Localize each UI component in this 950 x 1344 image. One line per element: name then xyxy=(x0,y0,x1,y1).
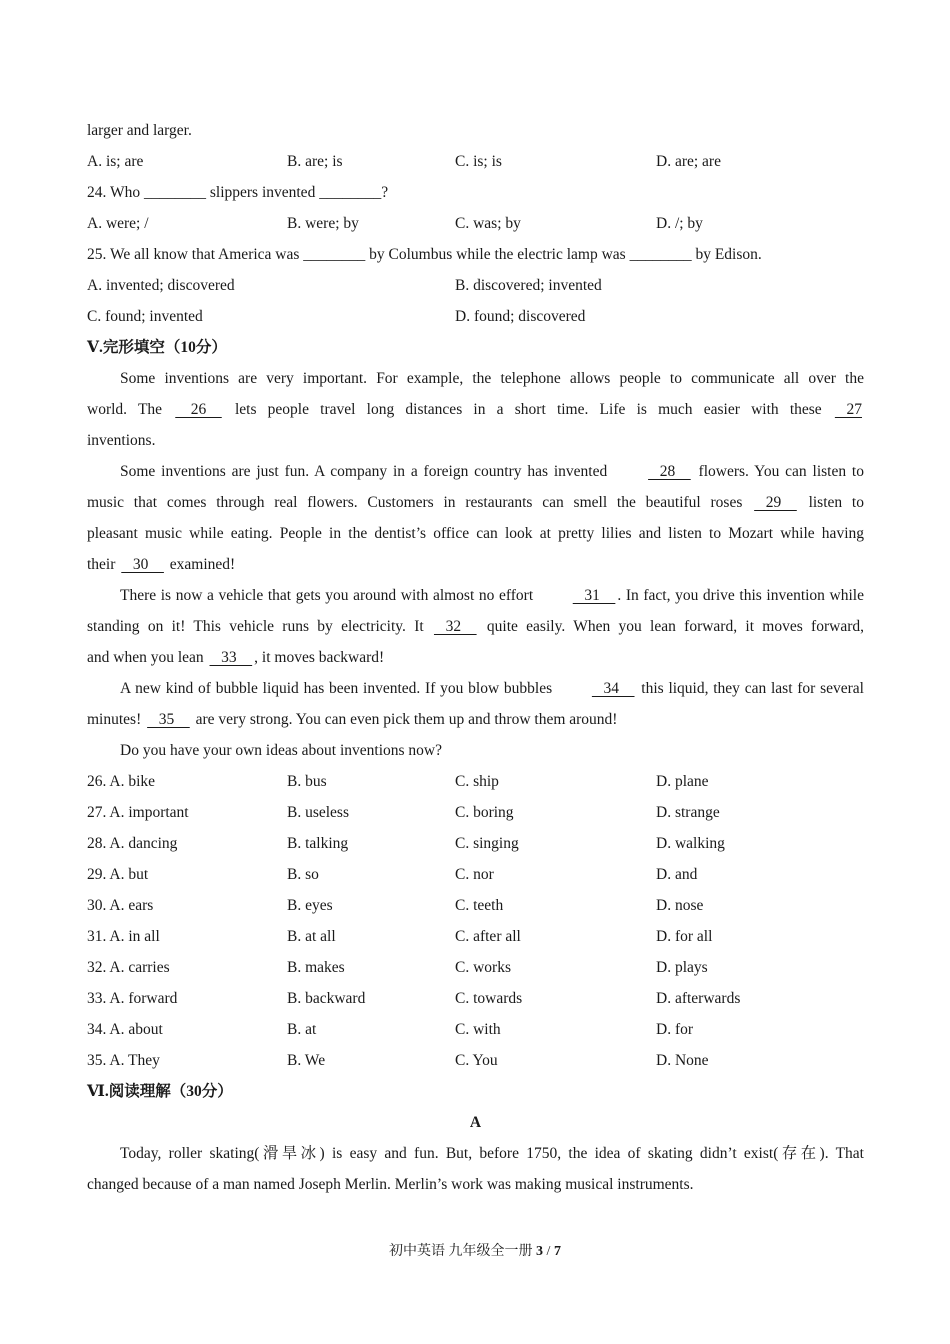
option-d: D. walking xyxy=(656,835,725,852)
text: examined! xyxy=(165,556,236,573)
option-d: D. None xyxy=(656,1052,709,1069)
cloze-option-row-27 xyxy=(87,797,864,828)
section-title: Ⅵ.阅读理解（ xyxy=(87,1083,187,1100)
cloze-option-row-28 xyxy=(87,828,864,859)
section-unit: 分） xyxy=(195,339,227,356)
option-a: 33. A. forward xyxy=(87,990,178,1007)
page-footer xyxy=(0,1240,950,1260)
footer-text: 初中英语 九年级全一册 xyxy=(389,1244,537,1259)
blank-31: 31 xyxy=(572,587,616,604)
option-a: 27. A. important xyxy=(87,804,189,821)
blank-28: 28 xyxy=(648,463,691,480)
text: Some inventions are just fun. A company in a foreign country has invented xyxy=(120,463,614,480)
option-d: D. found; discovered xyxy=(455,308,586,325)
option-a: 35. A. They xyxy=(87,1052,160,1069)
cloze-p1-line3: inventions. xyxy=(87,432,156,449)
option-c: C. teeth xyxy=(455,897,504,914)
text: standing on it! This vehicle runs by electricity. It xyxy=(87,618,432,635)
passage-line2: changed because of a man named Joseph Merlin. Merlin’s work was making musical instruments. xyxy=(87,1176,694,1193)
option-d: D. plane xyxy=(656,773,709,790)
option-d: D. /; by xyxy=(656,215,703,232)
cloze-p2-line4 xyxy=(87,549,864,580)
blank-35: 35 xyxy=(147,711,190,728)
option-d: D. plays xyxy=(656,959,708,976)
option-b: B. bus xyxy=(287,773,327,790)
option-c: C. You xyxy=(455,1052,498,1069)
cloze-p2-line3: pleasant music while eating. People in the dentist’s office can look at pretty lilies and listen to Mozart while having xyxy=(87,525,864,542)
option-a: 29. A. but xyxy=(87,866,149,883)
option-b: B. were; by xyxy=(287,215,359,232)
text: listen to xyxy=(798,494,864,511)
option-b: B. so xyxy=(287,866,319,883)
cloze-p3-line1 xyxy=(87,580,864,611)
cloze-option-row-29 xyxy=(87,859,864,890)
cloze-p1-line2 xyxy=(87,394,864,425)
option-b: B. talking xyxy=(287,835,349,852)
option-d: D. are; are xyxy=(656,153,721,170)
page-total: 7 xyxy=(553,1244,561,1259)
blank-27: 27 xyxy=(834,401,862,418)
cloze-p4-line1 xyxy=(87,673,864,704)
section-unit: 分） xyxy=(201,1083,233,1100)
blank-26: 26 xyxy=(175,401,222,418)
section-heading-reading xyxy=(87,1076,864,1107)
page-separator: / xyxy=(543,1244,554,1259)
page-content xyxy=(87,115,864,1200)
option-c: C. towards xyxy=(455,990,523,1007)
q23-continuation: larger and larger. xyxy=(87,122,192,139)
option-b: B. are; is xyxy=(287,153,343,170)
cloze-p1-line1: Some inventions are very important. For example, the telephone allows people to communicate all over the xyxy=(120,370,864,387)
option-c: C. ship xyxy=(455,773,499,790)
option-d: D. and xyxy=(656,866,698,883)
cloze-option-row-33 xyxy=(87,983,864,1014)
option-d: D. strange xyxy=(656,804,720,821)
text: . In fact, you drive this invention while xyxy=(617,587,864,604)
text: their xyxy=(87,556,120,573)
section-score: 30 xyxy=(186,1083,202,1100)
blank-34: 34 xyxy=(591,680,635,697)
cloze-option-row-34 xyxy=(87,1014,864,1045)
option-a: A. is; are xyxy=(87,153,144,170)
cloze-p2-line2 xyxy=(87,487,864,518)
option-c: C. boring xyxy=(455,804,514,821)
option-b: B. makes xyxy=(287,959,345,976)
option-a: A. invented; discovered xyxy=(87,277,235,294)
q24-options xyxy=(87,208,864,239)
q25-stem: 25. We all know that America was ________ by Columbus while the electric lamp was ________ by Edison. xyxy=(87,246,762,263)
cloze-option-row-26 xyxy=(87,766,864,797)
cloze-option-row-30 xyxy=(87,890,864,921)
page-number: 3 xyxy=(536,1244,544,1259)
q25-options-row2 xyxy=(87,301,864,332)
option-b: B. We xyxy=(287,1052,326,1069)
option-b: B. eyes xyxy=(287,897,333,914)
option-c: C. was; by xyxy=(455,215,521,232)
section-title: Ⅴ.完形填空（ xyxy=(87,339,181,356)
option-b: B. at xyxy=(287,1021,317,1038)
q25-options-row1 xyxy=(87,270,864,301)
section-heading-cloze xyxy=(87,332,864,363)
passage-line1: Today, roller skating(滑旱冰) is easy and fun. But, before 1750, the idea of skating didn’t exist(存在). That xyxy=(120,1145,864,1162)
blank-33: 33 xyxy=(209,649,253,666)
text: A new kind of bubble liquid has been invented. If you blow bubbles xyxy=(120,680,557,697)
option-a: 34. A. about xyxy=(87,1021,163,1038)
text: and when you lean xyxy=(87,649,208,666)
text: flowers. You can listen to xyxy=(692,463,864,480)
option-d: D. nose xyxy=(656,897,704,914)
option-d: D. afterwards xyxy=(656,990,741,1007)
text: this liquid, they can last for several xyxy=(636,680,864,697)
option-b: B. useless xyxy=(287,804,349,821)
option-a: 28. A. dancing xyxy=(87,835,178,852)
blank-29: 29 xyxy=(754,494,797,511)
option-c: C. singing xyxy=(455,835,519,852)
q23-options xyxy=(87,146,864,177)
text: lets people travel long distances in a short time. Life is much easier with these xyxy=(223,401,833,418)
option-a: 32. A. carries xyxy=(87,959,170,976)
q24-stem: 24. Who ________ slippers invented ________? xyxy=(87,184,389,201)
option-a: 30. A. ears xyxy=(87,897,154,914)
cloze-p3-line3 xyxy=(87,642,864,673)
text: There is now a vehicle that gets you around with almost no effort xyxy=(120,587,538,604)
option-c: C. after all xyxy=(455,928,521,945)
text: world. The xyxy=(87,401,174,418)
text: , it moves backward! xyxy=(254,649,385,666)
option-a: 31. A. in all xyxy=(87,928,160,945)
text: quite easily. When you lean forward, it moves forward, xyxy=(478,618,864,635)
option-b: B. discovered; invented xyxy=(455,277,602,294)
option-a: A. were; / xyxy=(87,215,149,232)
option-b: B. backward xyxy=(287,990,366,1007)
option-c: C. nor xyxy=(455,866,494,883)
blank-30: 30 xyxy=(121,556,164,573)
cloze-p2-line1 xyxy=(87,456,864,487)
text: minutes! xyxy=(87,711,146,728)
blank-32: 32 xyxy=(433,618,477,635)
option-c: C. found; invented xyxy=(87,308,203,325)
option-b: B. at all xyxy=(287,928,336,945)
section-score: 10 xyxy=(180,339,196,356)
cloze-p5: Do you have your own ideas about inventions now? xyxy=(120,742,442,759)
cloze-p4-line2 xyxy=(87,704,864,735)
cloze-option-row-31 xyxy=(87,921,864,952)
option-c: C. is; is xyxy=(455,153,502,170)
text: music that comes through real flowers. Customers in restaurants can smell the beautiful roses xyxy=(87,494,753,511)
option-d: D. for xyxy=(656,1021,694,1038)
option-a: 26. A. bike xyxy=(87,773,156,790)
text: are very strong. You can even pick them up and throw them around! xyxy=(191,711,618,728)
cloze-option-row-35 xyxy=(87,1045,864,1076)
option-d: D. for all xyxy=(656,928,713,945)
cloze-p3-line2 xyxy=(87,611,864,642)
option-c: C. works xyxy=(455,959,511,976)
passage-label: A xyxy=(469,1114,482,1131)
cloze-option-row-32 xyxy=(87,952,864,983)
option-c: C. with xyxy=(455,1021,501,1038)
